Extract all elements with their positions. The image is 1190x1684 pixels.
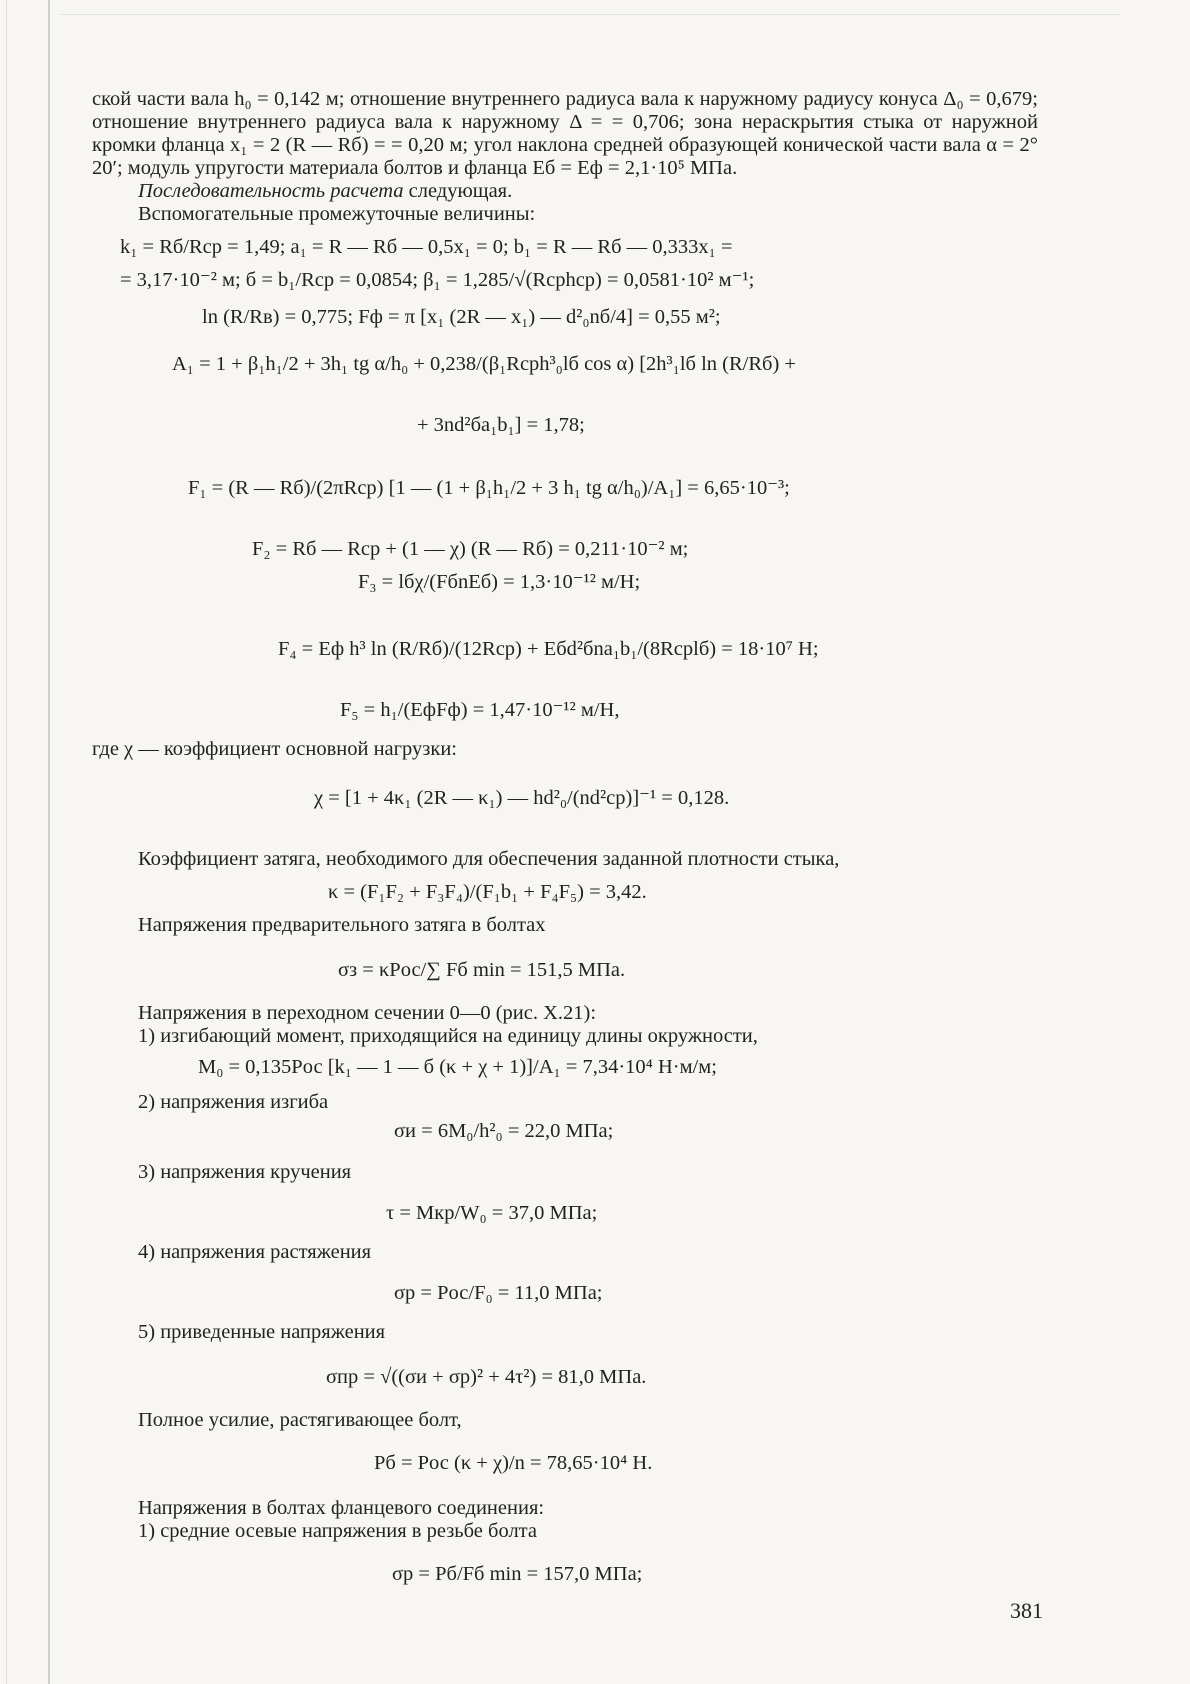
equation-sigma-i: σи = 6M₀/h²₀ = 22,0 МПа; (394, 1120, 614, 1142)
page-binding-line (48, 0, 50, 1684)
equation-F2: F₂ = Rб — Rср + (1 — χ) (R — Rб) = 0,211·10⁻² м; (252, 538, 689, 560)
kappa-intro: Коэффициент затяга, необходимого для обеспечения заданной плотности стыка, (138, 848, 840, 870)
chi-intro: где χ — коэффициент основной нагрузки: (92, 738, 458, 760)
equation-b: = 3,17·10⁻² м; б = b₁/Rср = 0,0854; β₁ = 1,285/√(Rсрhср) = 0,0581·10² м⁻¹; (120, 269, 755, 291)
equation-F3: F₃ = lбχ/(FбnEб) = 1,3·10⁻¹² м/Н; (358, 571, 641, 593)
equation-k1: k₁ = Rб/Rср = 1,49; a₁ = R — Rб — 0,5x₁ = 0; b₁ = R — Rб — 0,333x₁ = (120, 236, 733, 258)
pretension-intro: Напряжения предварительного затяга в болтах (138, 914, 546, 936)
equation-F1: F₁ = (R — Rб)/(2πRср) [1 — (1 + β₁h₁/2 + 3 h₁ tg α/h₀)/A₁] = 6,65·10⁻³; (188, 477, 790, 499)
equation-ln: ln (R/Rв) = 0,775; Fф = π [x₁ (2R — x₁) — d²₀nб/4] = 0,55 м²; (202, 306, 721, 328)
top-edge-line (60, 14, 1120, 15)
equation-chi: χ = [1 + 4κ₁ (2R — κ₁) — hd²₀/(nd²ср)]⁻¹ = 0,128. (314, 787, 730, 809)
list-item-1: 1) изгибающий момент, приходящийся на единицу длины окружности, (138, 1025, 758, 1047)
equation-sigma3: σз = κPос/∑ Fб min = 151,5 МПа. (338, 959, 626, 981)
aux-intro: Вспомогательные промежуточные величины: (138, 203, 536, 225)
equation-tau: τ = Mкр/W₀ = 37,0 МПа; (386, 1202, 598, 1224)
equation-A1-line2: + 3nd²бa₁b₁] = 1,78; (417, 414, 585, 436)
equation-sigma-bolt: σр = Pб/Fб min = 157,0 МПа; (392, 1563, 643, 1585)
list-item-5: 5) приведенные напряжения (138, 1321, 386, 1343)
list-item-2: 2) напряжения изгиба (138, 1091, 329, 1113)
page-content (92, 88, 1038, 1586)
flange-item-1: 1) средние осевые напряжения в резьбе болта (138, 1520, 537, 1542)
sequence-italic: Последовательность расчета (138, 180, 404, 202)
list-item-3: 3) напряжения кручения (138, 1161, 352, 1183)
equation-Pb: Pб = Pос (κ + χ)/n = 78,65·10⁴ Н. (374, 1452, 653, 1474)
sequence-line (92, 180, 1038, 203)
sequence-rest: следующая. (403, 180, 513, 202)
equation-kappa: κ = (F₁F₂ + F₃F₄)/(F₁b₁ + F₄F₅) = 3,42. (328, 881, 647, 903)
flange-intro: Напряжения в болтах фланцевого соединения: (138, 1497, 545, 1519)
page-edge-left (6, 0, 7, 1684)
equation-M0: M₀ = 0,135Pос [k₁ — 1 — б (κ + χ + 1)]/A₁ = 7,34·10⁴ Н·м/м; (198, 1056, 717, 1078)
transition-intro: Напряжения в переходном сечении 0—0 (рис. X.21): (138, 1002, 597, 1024)
equation-A1-line1: A₁ = 1 + β₁h₁/2 + 3h₁ tg α/h₀ + 0,238/(β₁Rсрh³₀lб cos α) [2h³₁lб ln (R/Rб) + (172, 353, 796, 375)
equation-F5: F₅ = h₁/(EфFф) = 1,47·10⁻¹² м/Н, (340, 699, 620, 721)
intro-paragraph: ской части вала h₀ = 0,142 м; отношение внутреннего радиуса вала к наружному радиусу конуса Δ₀ = 0,679; отношение внутреннего радиуса вала к наружному Δ = = 0,706; зона нераскрытия стыка от наружной кромки фланца x₁ = 2 (R — Rб) = = 0,20 м; угол наклона средней образующей конической части вала α = 2° 20′; модуль упругости материала болтов и фланца Eб = Eф = 2,1·10⁵ МПа. (92, 88, 1038, 179)
force-intro: Полное усилие, растягивающее болт, (138, 1409, 462, 1431)
equation-F4: F₄ = Eф h³ ln (R/Rб)/(12Rср) + Eбd²бna₁b₁/(8Rсрlб) = 18·10⁷ Н; (278, 638, 819, 660)
equation-sigma-p: σр = Pос/F₀ = 11,0 МПа; (394, 1282, 603, 1304)
equation-sigma-pr: σпр = √((σи + σр)² + 4τ²) = 81,0 МПа. (326, 1366, 647, 1388)
page-number: 381 (1010, 1598, 1043, 1623)
list-item-4: 4) напряжения растяжения (138, 1241, 372, 1263)
